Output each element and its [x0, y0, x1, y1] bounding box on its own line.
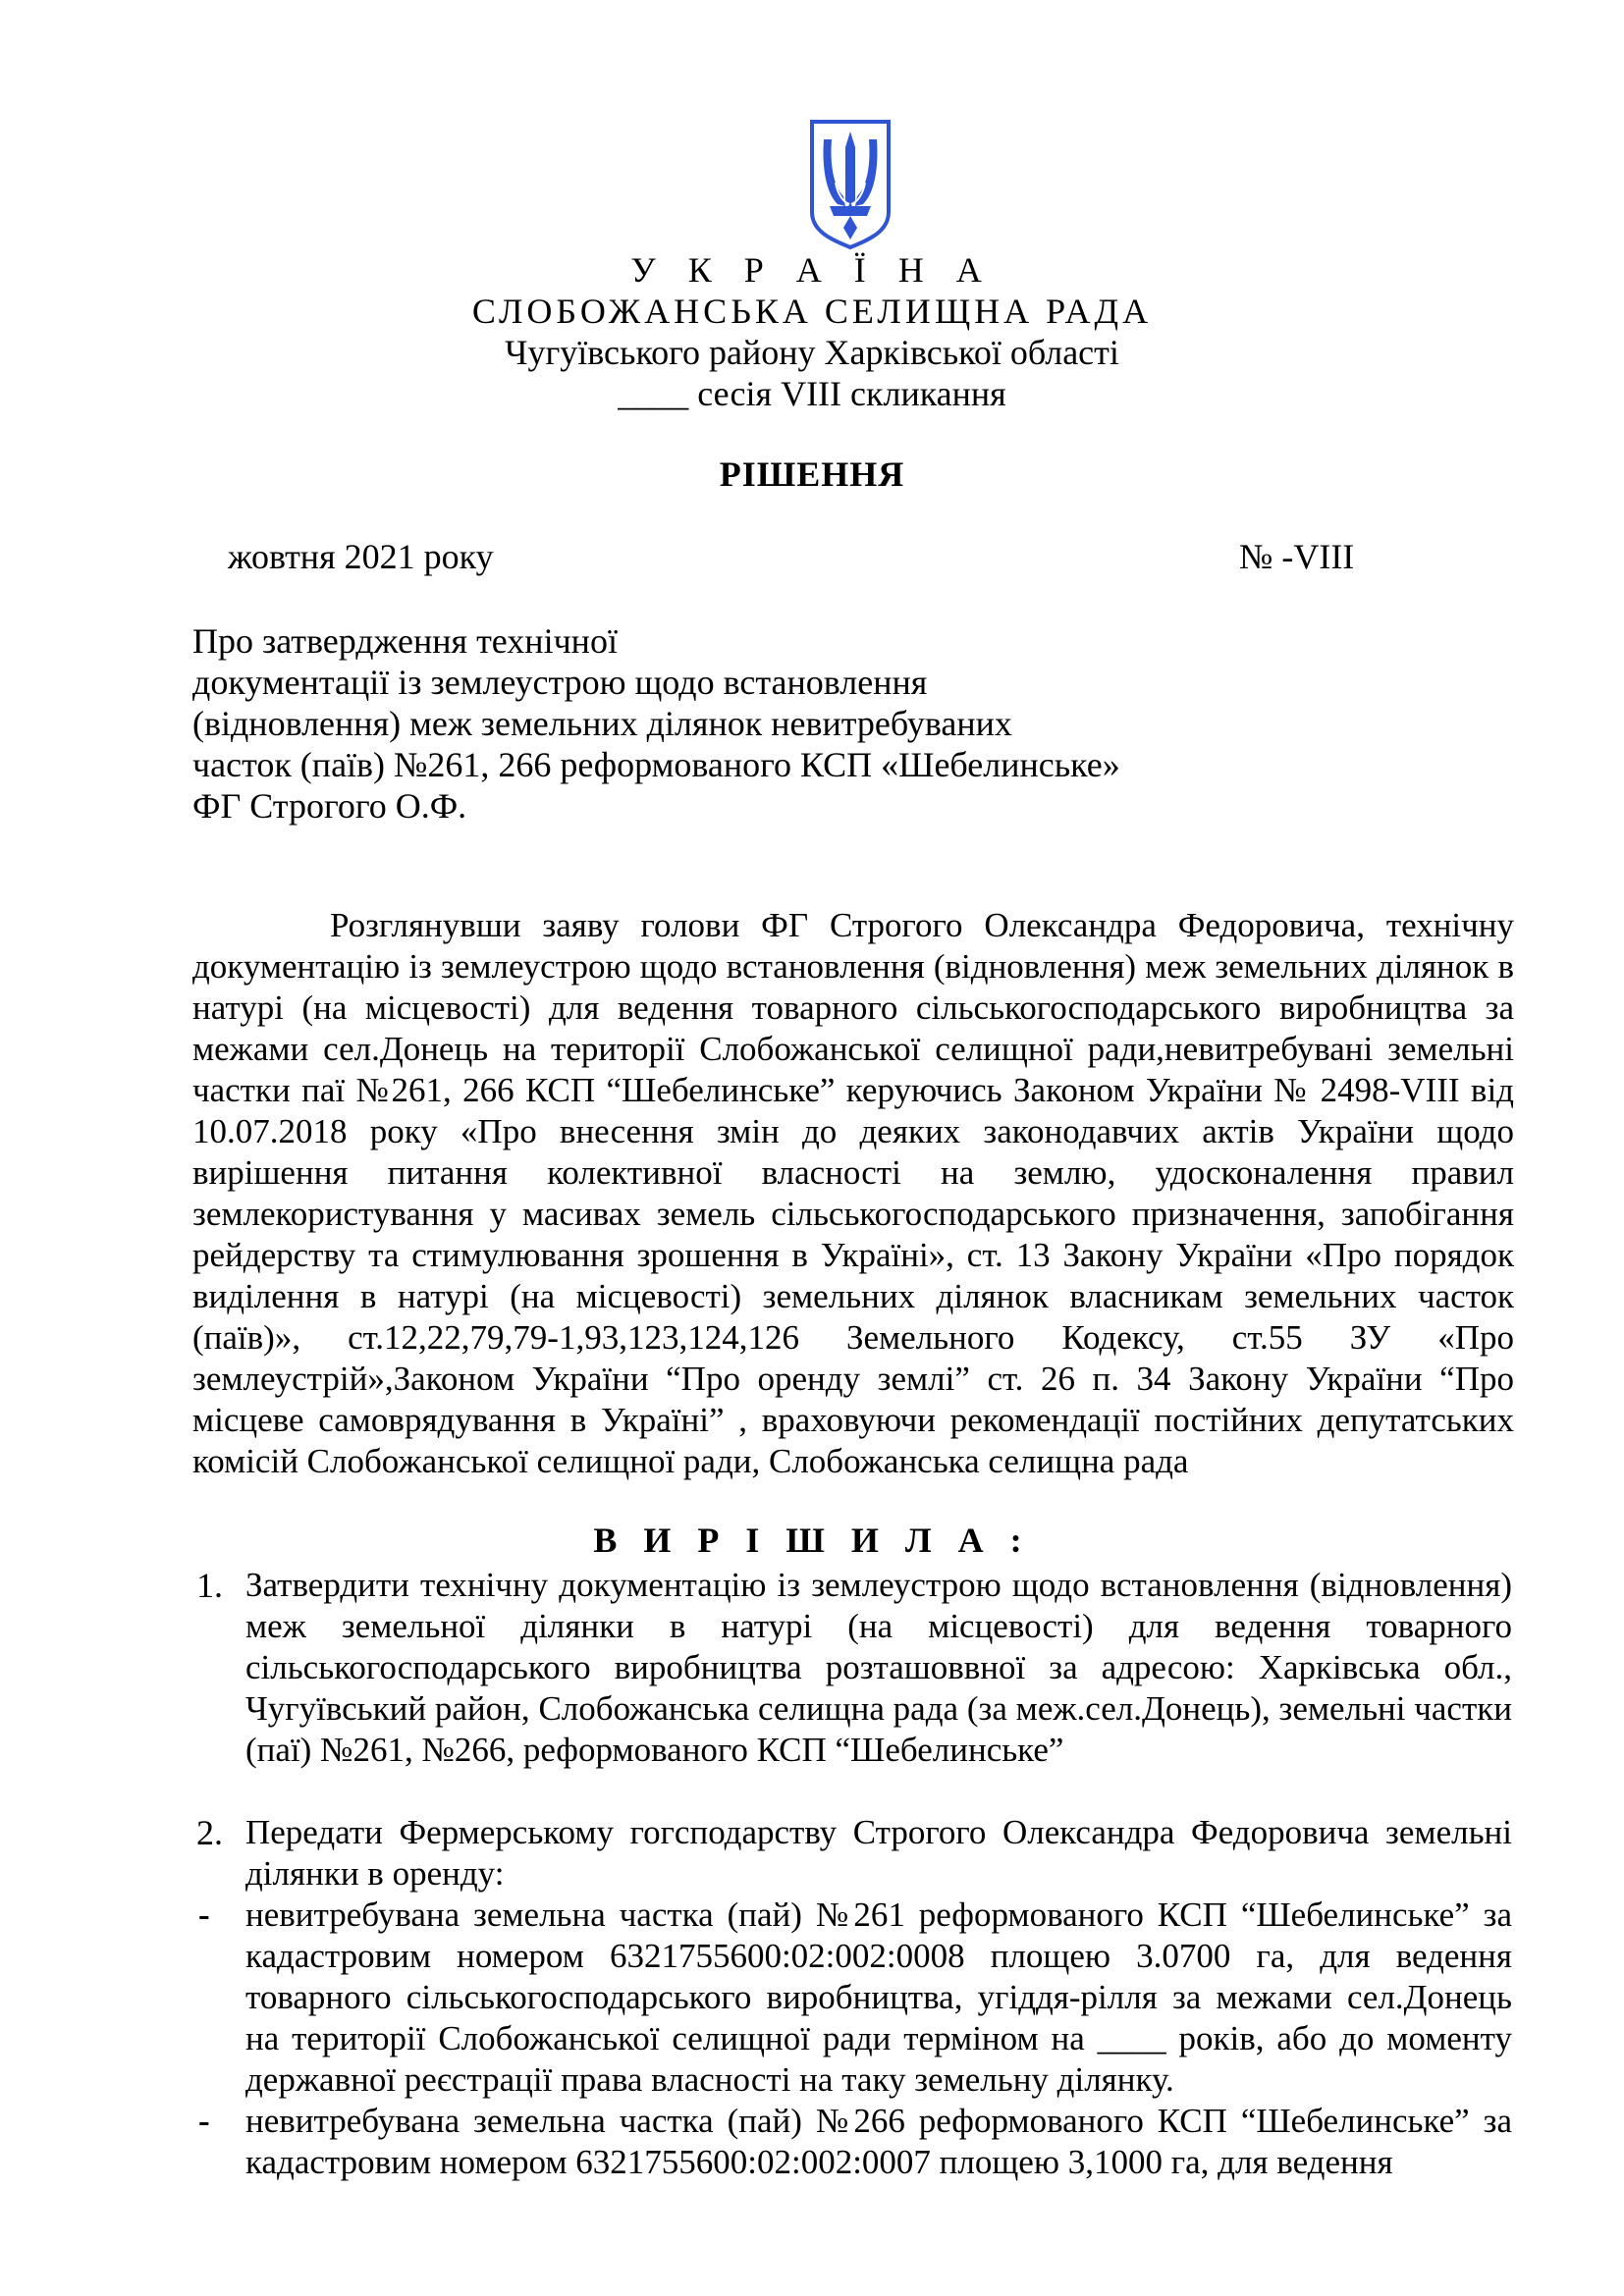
- preamble-paragraph: Розглянувши заяву голови ФГ Строгого Олександра Федоровича, технічну документацію із землеустрою щодо встановлення (відновлення) меж земельних ділянок в натурі (на місцевості) для ведення товарного сільськогосподарського виробництва за межами сел.Донець на території Слобожанської селищної ради,невитребувані земельні частки паї №261, 266 КСП “Шебелинське” керуючись Законом України № 2498-VIII від 10.07.2018 року «Про внесення змін до деяких законодавчих актів України щодо вирішення питання колективної власності на землю, удосконалення правил землекористування у масивах земель сільськогосподарського призначення, запобігання рейдерству та стимулювання зрошення в Україні», ст. 13 Закону України «Про порядок виділення в натурі (на місцевості) земельних ділянок власникам земельних часток (паїв)», ст.12,22,79,79-1,93,123,124,126 Земельного Кодексу, ст.55 ЗУ «Про землеустрій»,Законом України “Про оренду землі” ст. 26 п. 34 Закону України “Про місцеве самоврядування в Україні” , враховуючи рекомендації постійних депутатських комісій Слобожанської селищної ради, Слобожанська селищна рада: [192, 906, 1514, 1480]
- land-plot-text: невитребувана земельна частка (пай) №261 реформованого КСП “Шебелинське” за кадастровим номером 6321755600:02:002:0008 площею 3.0700 га, для ведення товарного сільськогосподарського виробництва, угіддя-рілля за межами сел.Донець на території Слобожанської селищної ради терміном на ____ років, або до моменту державної реєстрації права власності на таку земельну ділянку.: [245, 1896, 1512, 2099]
- item-number: 2.: [196, 1813, 223, 1852]
- decision-date: жовтня 2021 року: [228, 537, 494, 576]
- land-plot-item: [198, 1895, 1512, 2101]
- subject-line: документації із землеустрою щодо встановлення: [192, 663, 928, 702]
- resolution-item: [196, 1812, 1512, 1895]
- item-text: Передати Фермерському гогсподарству Строгого Олександра Федоровича земельні ділянки в оренду:: [245, 1813, 1512, 1893]
- coat-of-arms-icon: [808, 118, 893, 251]
- council-name: СЛОБОЖАНСЬКА СЕЛИЩНА РАДА: [471, 292, 1153, 331]
- district-name: Чугуївського району Харківської області: [505, 333, 1119, 372]
- decision-number: № -VIII: [1239, 537, 1355, 576]
- item-number: 1.: [196, 1566, 223, 1605]
- land-plot-item: [198, 2101, 1512, 2183]
- resolution-item: [196, 1565, 1512, 1771]
- subject-line: часток (паїв) №261, 266 реформованого КСП «Шебелинське»: [192, 745, 1120, 784]
- decision-subject: [192, 620, 1120, 827]
- resolved-heading: В И Р І Ш И Л А :: [593, 1521, 1031, 1560]
- document-type-title: РІШЕННЯ: [719, 454, 905, 494]
- item-text: Затвердити технічну документацію із землеустрою щодо встановлення (відновлення) меж земельної ділянки в натурі (на місцевості) для ведення товарного сільськогосподарського виробництва розташоввної за адресою: Харківська обл., Чугуївський район, Слобожанська селищна рада (за меж.сел.Донець), земельні частки (паї) №261, №266, реформованого КСП “Шебелинське”: [245, 1566, 1512, 1769]
- session-line: ____ сесія VIII скликання: [618, 374, 1006, 413]
- bullet-marker: -: [198, 2102, 210, 2140]
- country-name: У К Р А Ї Н А: [630, 250, 994, 290]
- subject-line: (відновлення) меж земельних ділянок невитребуваних: [192, 704, 1012, 743]
- subject-line: Про затвердження технічної: [192, 621, 618, 661]
- land-plot-text: невитребувана земельна частка (пай) №266 реформованого КСП “Шебелинське” за кадастровим номером 6321755600:02:002:0007 площею 3,1000 га, для ведення: [245, 2102, 1512, 2181]
- bullet-marker: -: [198, 1896, 210, 1934]
- subject-line: ФГ Строгого О.Ф.: [192, 786, 467, 826]
